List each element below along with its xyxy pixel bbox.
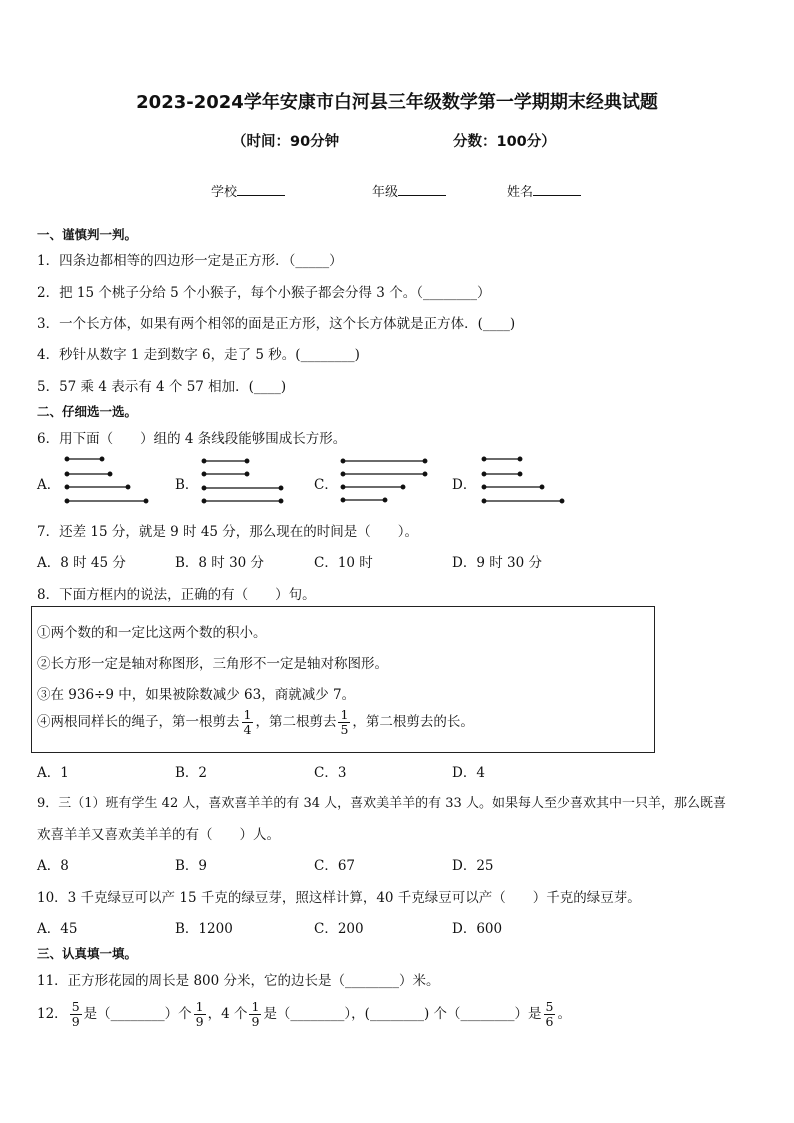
q12-text-1: 是（________）个	[83, 1006, 192, 1022]
section3-heading: 三、认真填一填。	[37, 946, 138, 961]
q4: 4．秒针从数字 1 走到数字 6，走了 5 秒。(________)	[37, 347, 360, 363]
q7-option-a[interactable]: A．8 时 45 分	[37, 555, 126, 571]
q8-option-d[interactable]: D．4	[452, 765, 485, 781]
q7-option-c[interactable]: C．10 时	[314, 555, 373, 571]
q8-option-c[interactable]: C．3	[314, 765, 347, 781]
grade-field	[372, 181, 446, 200]
q11: 11．正方形花园的周长是 800 分米，它的边长是（________）米。	[37, 973, 440, 989]
q8-statement-2: ②长方形一定是轴对称图形，三角形不一定是轴对称图形。	[37, 656, 388, 672]
q6-option-a-label: A．	[37, 477, 61, 493]
q6-stem: 6．用下面（ ）组的 4 条线段能够围成长方形。	[37, 431, 347, 447]
q2: 2．把 15 个桃子分给 5 个小猴子，每个小猴子都会分得 3 个。（________）	[37, 285, 491, 301]
q8-stem: 8．下面方框内的说法，正确的有（ ）句。	[37, 587, 316, 603]
q8-s4-fraction-1: $\frac{1}{4}$	[243, 707, 252, 737]
q9-stem-line2: 欢喜羊羊又喜欢美羊羊的有（ ）人。	[37, 827, 280, 843]
q7-stem: 7．还差 15 分，就是 9 时 45 分，那么现在的时间是（ ）。	[37, 524, 419, 540]
q6-option-c-segments	[341, 459, 427, 502]
grade-label: 年级	[372, 185, 399, 200]
page-title: 2023-2024学年安康市白河县三年级数学第一学期期末经典试题	[136, 92, 658, 113]
q8-statement-4	[37, 708, 474, 737]
q9-option-c[interactable]: C．67	[314, 858, 356, 874]
school-blank[interactable]	[237, 183, 285, 196]
q12-fraction-1: $\frac{5}{9}$	[71, 999, 80, 1029]
name-label: 姓名	[507, 185, 534, 200]
section1-heading: 一、谨慎判一判。	[37, 227, 138, 242]
q12-fraction-4: $\frac{5}{6}$	[545, 999, 554, 1029]
q6-option-b-segments	[202, 459, 283, 503]
q6-option-d-label: D．	[452, 477, 477, 493]
grade-blank[interactable]	[398, 183, 446, 196]
q10-option-c[interactable]: C．200	[314, 921, 364, 937]
q8-s4-text-c: ，第二根剪去的长。	[352, 714, 474, 730]
q10-option-a[interactable]: A．45	[37, 921, 78, 937]
q6-segments	[0, 450, 794, 510]
q6-option-c-label: C．	[314, 477, 338, 493]
q7-option-b[interactable]: B．8 时 30 分	[175, 555, 265, 571]
q7-option-d[interactable]: D．9 时 30 分	[452, 555, 542, 571]
score-label: 分数：100分）	[453, 134, 556, 150]
name-field	[507, 181, 581, 200]
school-label: 学校	[211, 185, 238, 200]
q12-fraction-2: $\frac{1}{9}$	[195, 999, 204, 1029]
q10-option-d[interactable]: D．600	[452, 921, 503, 937]
q12-text-4: 。	[557, 1006, 571, 1022]
q12	[37, 1000, 571, 1029]
q9-option-a[interactable]: A．8	[37, 858, 69, 874]
q10-stem: 10．3 千克绿豆可以产 15 千克的绿豆芽，照这样计算，40 千克绿豆可以产（ ）千克的绿豆芽。	[37, 890, 641, 906]
q6-option-b-label: B．	[175, 477, 199, 493]
q8-statement-3: ③在 936÷9 中，如果被除数减少 63，商就减少 7。	[37, 687, 356, 703]
q1: 1．四条边都相等的四边形一定是正方形．（_____）	[37, 253, 343, 269]
q12-text-3: 是（________），(________) 个（________）是	[263, 1006, 542, 1022]
q8-s4-fraction-2: $\frac{1}{5}$	[340, 707, 349, 737]
q8-option-b[interactable]: B．2	[175, 765, 208, 781]
time-label: （时间：90分钟	[232, 134, 340, 150]
q6-option-d-segments	[482, 457, 564, 503]
q9-option-d[interactable]: D．25	[452, 858, 494, 874]
q10-option-b[interactable]: B．1200	[175, 921, 233, 937]
q9-stem-line1: 9．三（1）班有学生 42 人，喜欢喜羊羊的有 34 人，喜欢美羊羊的有 33 人。如果每人至少喜欢其中一只羊，那么既喜	[37, 796, 726, 811]
q8-option-a[interactable]: A．1	[37, 765, 69, 781]
q12-text-2: ，4 个	[207, 1006, 248, 1022]
q3: 3．一个长方体，如果有两个相邻的面是正方形，这个长方体就是正方体．(____)	[37, 316, 516, 332]
q9-option-b[interactable]: B．9	[175, 858, 208, 874]
q8-s4-text-b: ，第二根剪去	[255, 714, 337, 730]
q6-option-a-segments	[65, 457, 148, 503]
school-field	[211, 181, 285, 200]
q12-fraction-3: $\frac{1}{9}$	[251, 999, 260, 1029]
q5: 5．57 乘 4 表示有 4 个 57 相加．(____)	[37, 379, 287, 395]
section2-heading: 二、仔细选一选。	[37, 404, 138, 419]
q8-s4-text-a: ④两根同样长的绳子，第一根剪去	[37, 714, 240, 730]
q8-statement-1: ①两个数的和一定比这两个数的积小。	[37, 625, 267, 641]
name-blank[interactable]	[533, 183, 581, 196]
q12-number: 12．	[37, 1006, 68, 1022]
